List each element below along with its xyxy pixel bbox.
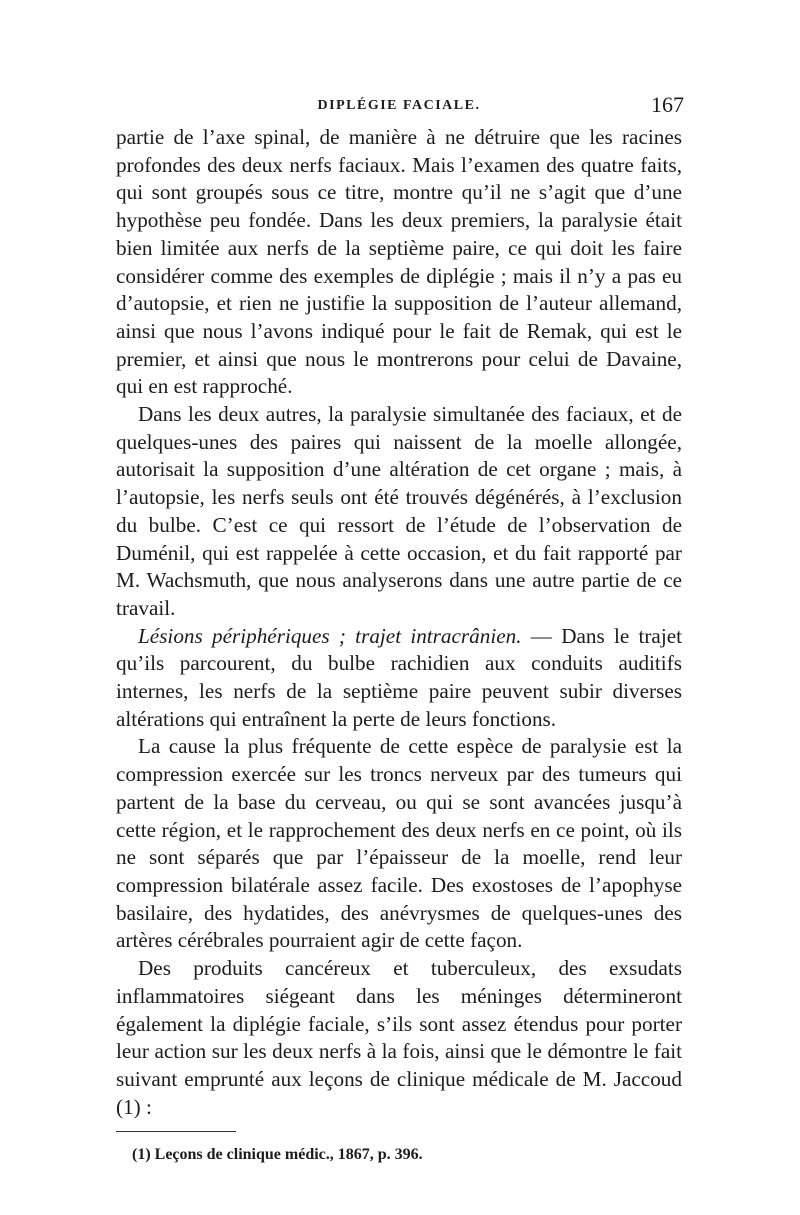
book-page — [116, 90, 682, 1166]
section-heading: Lésions périphériques ; trajet intracrânien. — [138, 623, 522, 648]
running-title: DIPLÉGIE FACIALE. — [317, 98, 481, 113]
footnote: (1) Leçons de clinique médic., 1867, p. 396. — [132, 1146, 423, 1164]
running-head — [116, 90, 682, 124]
paragraph-2: Dans les deux autres, la paralysie simultanée des faciaux, et de quelques-unes des paires qui naissent de la moelle allongée, autorisait la supposition d’une altération de cet organe ; mais, à l’autopsie, les nerfs seuls ont été trouvés dégénérés, à l’exclusion du bulbe. C’est ce qui ressort de l’étude de l’observation de Duménil, qui est rappelée à cette occasion, et du fait rapporté par M. Wachsmuth, que nous analyserons dans une autre partie de ce travail. — [116, 402, 682, 620]
paragraph-1: partie de l’axe spinal, de manière à ne détruire que les racines profondes des deux nerfs faciaux. Mais l’examen des quatre faits, qui sont groupés sous ce titre, montre qu’il ne s’agit que d’une hypothèse peu fondée. Dans les deux premiers, la paralysie était bien limitée aux nerfs de la septième paire, ce qui doit les faire considérer comme des exemples de diplégie ; mais il n’y a pas eu d’autopsie, et rien ne justifie la supposition de l’auteur allemand, ainsi que nous l’avons indiqué pour le fait de Remak, qui est le premier, et ainsi que nous le montrerons pour celui de Davaine, qui en est rapproché. — [116, 125, 682, 399]
footnote-rule — [116, 1131, 236, 1132]
paragraph-3-text: — Dans le trajet qu’ils parcourent, du bulbe rachidien aux conduits auditifs internes, les nerfs de la septième paire peuvent subir diverses altérations qui entraînent la perte de leurs fonctions. — [116, 623, 683, 731]
paragraph-3 — [116, 623, 682, 734]
paragraph-4: La cause la plus fréquente de cette espèce de paralysie est la compression exercée sur les troncs nerveux par des tumeurs qui partent de la base du cerveau, ou qui se sont avancées jusqu’à cette région, et le rapprochement des deux nerfs en ce point, où ils ne sont séparés que par l’épaisseur de la moelle, rend leur compression bilatérale assez facile. Des exostoses de l’apophyse basilaire, des hydatides, des anévrysmes de quelques-unes des artères cérébrales pourraient agir de cette façon. — [116, 734, 682, 953]
paragraph-5: Des produits cancéreux et tuberculeux, des exsudats inflammatoires siégeant dans les méninges détermineront également la diplégie faciale, s’ils sont assez étendus pour porter leur action sur les deux nerfs à la fois, ainsi que le démontre le fait suivant emprunté aux leçons de clinique médicale de M. Jaccoud (1) : — [116, 956, 682, 1119]
page-number: 167 — [651, 92, 684, 117]
